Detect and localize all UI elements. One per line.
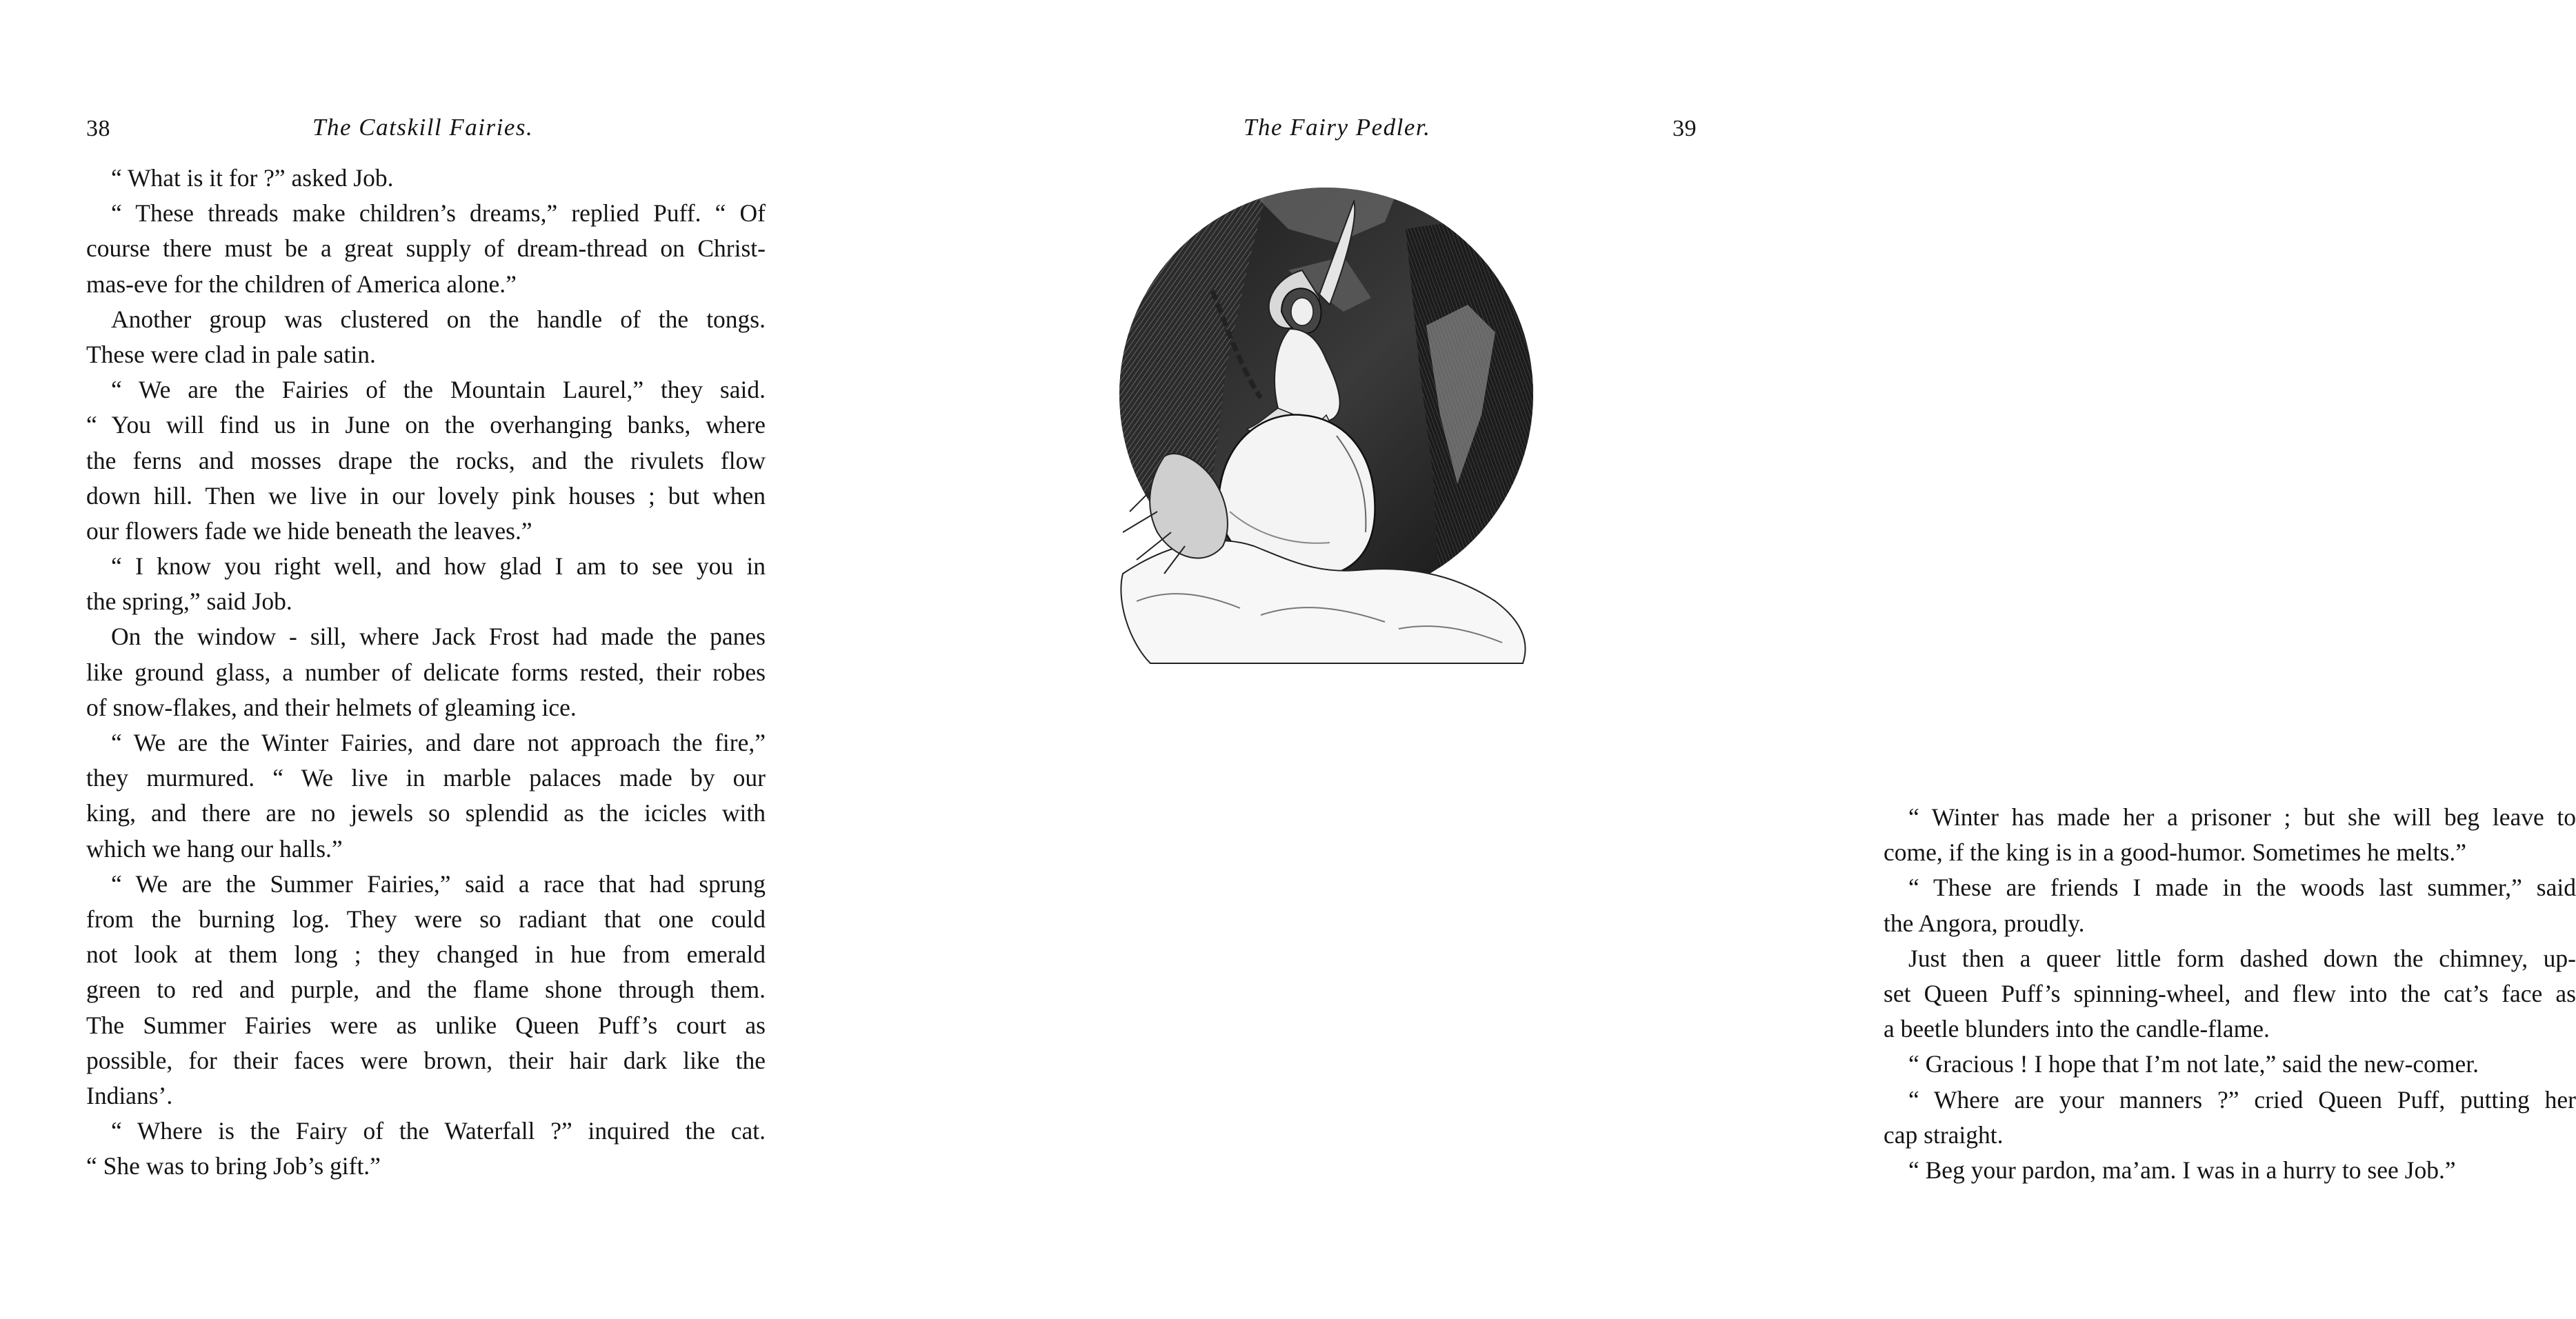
- text-line: the spring,” said Job.: [86, 587, 292, 616]
- text-line: “ I know you right well, and how glad I am to see you in: [111, 552, 766, 581]
- left-page: [0, 0, 879, 1319]
- text-line: “ You will find us in June on the overhanging banks, where: [86, 411, 766, 439]
- running-head-right: The Fairy Pedler.: [1244, 114, 1431, 141]
- text-line: king, and there are no jewels so splendid as the icicles with: [86, 799, 766, 827]
- text-line: “ Gracious ! I hope that I’m not late,” said the new-comer.: [1908, 1050, 2479, 1078]
- right-page-body: [1884, 800, 2576, 1188]
- text-line: the ferns and mosses drape the rocks, and the rivulets flow: [86, 446, 766, 474]
- text-line: come, if the king is in a good-humor. Sometimes he melts.”: [1884, 838, 2466, 867]
- text-line: “ These are friends I made in the woods last summer,” said: [1908, 874, 2576, 902]
- text-line: “ She was to bring Job’s gift.”: [86, 1152, 381, 1180]
- text-line: our flowers fade we hide beneath the leaves.”: [86, 516, 532, 545]
- text-line: “ We are the Winter Fairies, and dare not approach the fire,”: [111, 729, 766, 756]
- text-line: The Summer Fairies were as unlike Queen Puff’s court as: [86, 1011, 766, 1039]
- text-line: cap straight.: [1884, 1120, 2004, 1149]
- text-line: green to red and purple, and the flame shone through them.: [86, 976, 766, 1004]
- text-line: “ We are the Summer Fairies,” said a race that had sprung: [111, 869, 766, 898]
- text-line: “ We are the Fairies of the Mountain Laurel,” they said.: [111, 376, 766, 404]
- text-line: down hill. Then we live in our lovely pink houses ; but when: [86, 481, 766, 510]
- text-line: of snow-flakes, and their helmets of gleaming ice.: [86, 693, 577, 721]
- text-line: “ Winter has made her a prisoner ; but she will beg leave to: [1908, 803, 2576, 831]
- text-line: “ Where are your manners ?” cried Queen Puff, putting her: [1908, 1085, 2576, 1114]
- text-line: like ground glass, a number of delicate forms rested, their robes: [86, 658, 766, 686]
- text-line: the Angora, proudly.: [1884, 909, 2085, 937]
- text-line: a beetle blunders into the candle-flame.: [1884, 1015, 2270, 1043]
- text-line: course there must be a great supply of dream-thread on Christ-: [86, 234, 766, 263]
- text-line: from the burning log. They were so radiant that one could: [86, 905, 766, 933]
- page-number-left: 38: [86, 116, 110, 141]
- text-line: Indians’.: [86, 1081, 173, 1109]
- left-page-body: [86, 161, 766, 1184]
- fairy-on-rock-illustration: [1109, 188, 1544, 781]
- text-line: not look at them long ; they changed in hue from emerald: [86, 940, 766, 969]
- text-line: These were clad in pale satin.: [86, 340, 376, 368]
- text-line: Another group was clustered on the handle of the tongs.: [111, 305, 766, 333]
- text-line: set Queen Puff’s spinning-wheel, and flew into the cat’s face as: [1884, 979, 2576, 1007]
- text-line: “ Where is the Fairy of the Waterfall ?” inquired the cat.: [111, 1117, 766, 1145]
- text-line: Just then a queer little form dashed down the chimney, up-: [1908, 944, 2576, 972]
- text-line: they murmured. “ We live in marble palaces made by our: [86, 764, 766, 792]
- text-line: “ These threads make children’s dreams,” replied Puff. “ Of: [111, 199, 766, 228]
- text-line: On the window - sill, where Jack Frost had made the panes: [111, 623, 766, 651]
- text-line: “ Beg your pardon, ma’am. I was in a hurry to see Job.”: [1908, 1156, 2456, 1184]
- text-line: “ What is it for ?” asked Job.: [111, 164, 394, 192]
- text-line: mas-eve for the children of America alone.”: [86, 270, 517, 298]
- running-head-left: The Catskill Fairies.: [312, 114, 534, 141]
- page-number-right: 39: [1673, 116, 1697, 141]
- text-line: possible, for their faces were brown, their hair dark like the: [86, 1046, 766, 1074]
- text-line: which we hang our halls.”: [86, 834, 343, 863]
